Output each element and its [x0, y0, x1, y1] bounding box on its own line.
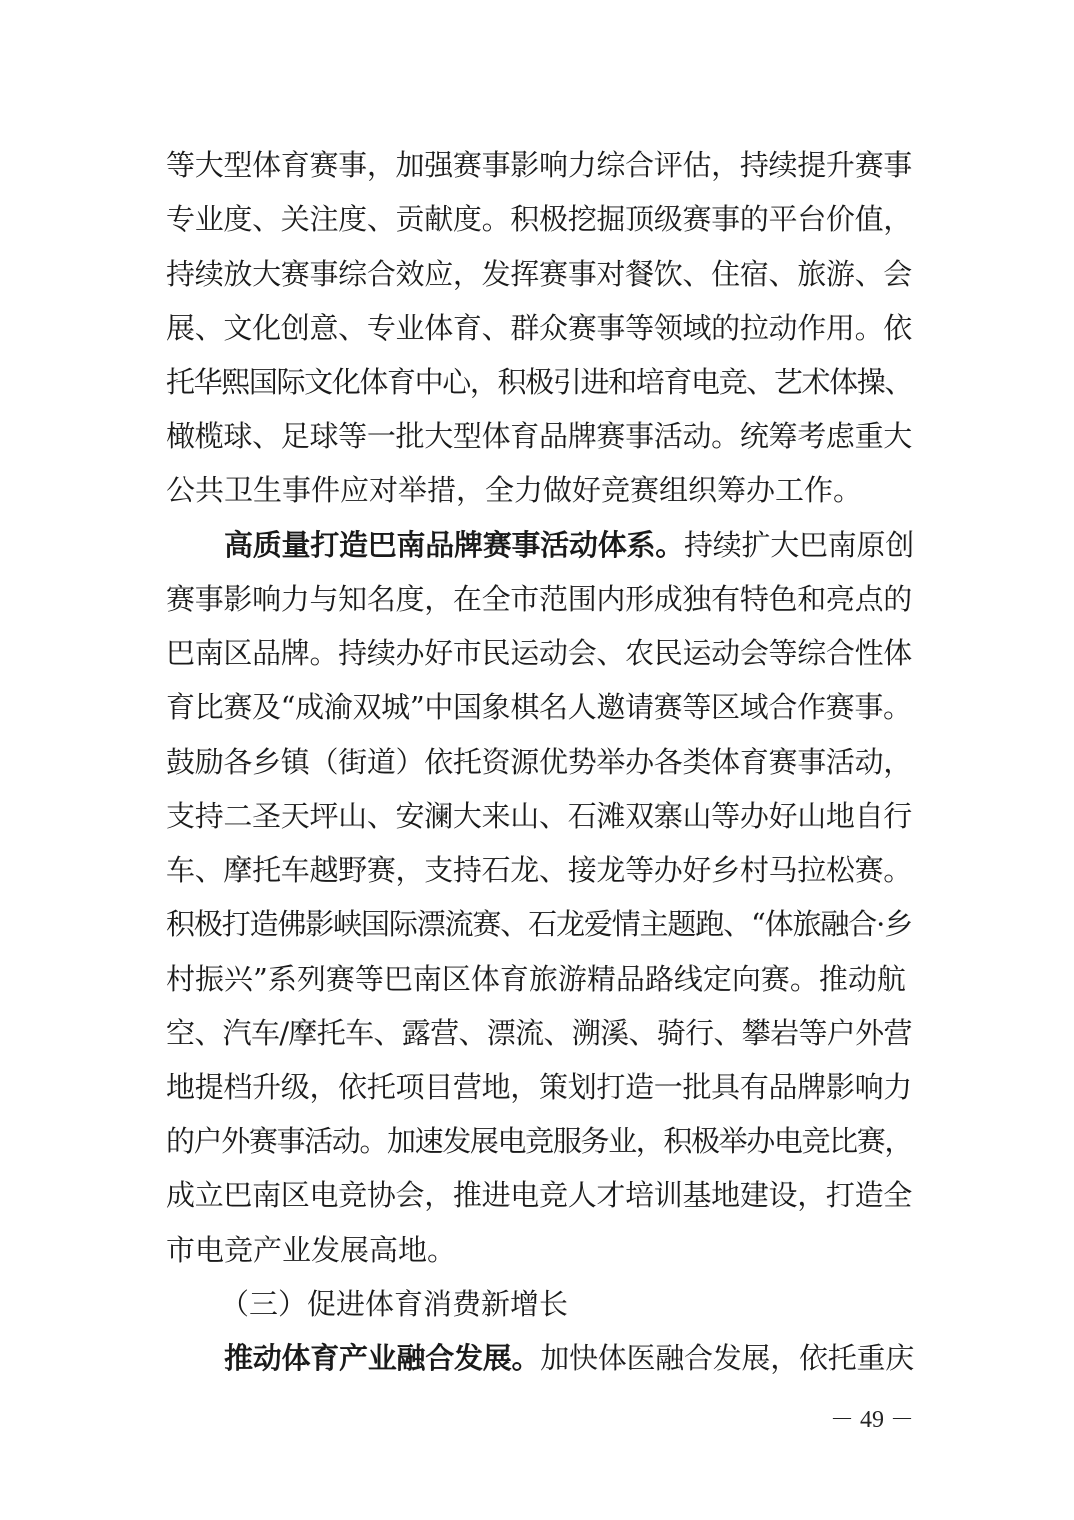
paragraph-text: 加快体医融合发展，依托重庆 [540, 1341, 915, 1375]
text-line: 的户外赛事活动。加速发展电竞服务业，积极举办电竞比赛， [166, 1124, 913, 1158]
text-line: 展、文化创意、专业体育、群众赛事等领域的拉动作用。依 [166, 311, 913, 345]
text-line: 橄榄球、足球等一批大型体育品牌赛事活动。统筹考虑重大 [166, 419, 913, 453]
section-heading: （三）促进体育消费新增长 [220, 1287, 569, 1321]
text-line: 积极打造佛影峡国际漂流赛、石龙爱情主题跑、“体旅融合·乡 [166, 907, 913, 941]
text-line: 支持二圣天坪山、安澜大来山、石滩双寨山等办好山地自行 [166, 799, 913, 833]
text-line: 公共卫生事件应对举措，全力做好竞赛组织筹办工作。 [166, 473, 863, 507]
text-line: 市电竞产业发展高地。 [166, 1233, 457, 1267]
paragraph-heading: 高质量打造巴南品牌赛事活动体系。 [224, 528, 685, 562]
paragraph-first-line [224, 1334, 915, 1382]
text-line: 持续放大赛事综合效应，发挥赛事对餐饮、住宿、旅游、会 [166, 257, 913, 291]
text-line: 鼓励各乡镇（街道）依托资源优势举办各类体育赛事活动， [166, 745, 913, 779]
paragraph-first-line [224, 521, 915, 569]
text-line: 空、汽车/摩托车、露营、漂流、溯溪、骑行、攀岩等户外营 [166, 1016, 912, 1050]
text-line: 村振兴”系列赛等巴南区体育旅游精品路线定向赛。推动航 [166, 962, 906, 996]
text-line: 等大型体育赛事，加强赛事影响力综合评估，持续提升赛事 [166, 148, 913, 182]
text-line: 托华熙国际文化体育中心，积极引进和培育电竞、艺术体操、 [166, 365, 913, 399]
page-number: － 49 － [830, 1407, 914, 1433]
paragraph-heading: 推动体育产业融合发展。 [224, 1341, 541, 1375]
text-line: 成立巴南区电竞协会，推进电竞人才培训基地建设，打造全 [166, 1178, 913, 1212]
text-line: 地提档升级，依托项目营地，策划打造一批具有品牌影响力 [166, 1070, 913, 1104]
text-line: 赛事影响力与知名度，在全市范围内形成独有特色和亮点的 [166, 582, 913, 616]
text-line: 专业度、关注度、贡献度。积极挖掘顶级赛事的平台价值， [166, 202, 913, 236]
text-line: 育比赛及“成渝双城”中国象棋名人邀请赛等区域合作赛事。 [166, 690, 912, 724]
text-line: 巴南区品牌。持续办好市民运动会、农民运动会等综合性体 [166, 636, 913, 670]
paragraph-text: 持续扩大巴南原创 [684, 528, 915, 562]
text-line: 车、摩托车越野赛，支持石龙、接龙等办好乡村马拉松赛。 [166, 853, 913, 887]
